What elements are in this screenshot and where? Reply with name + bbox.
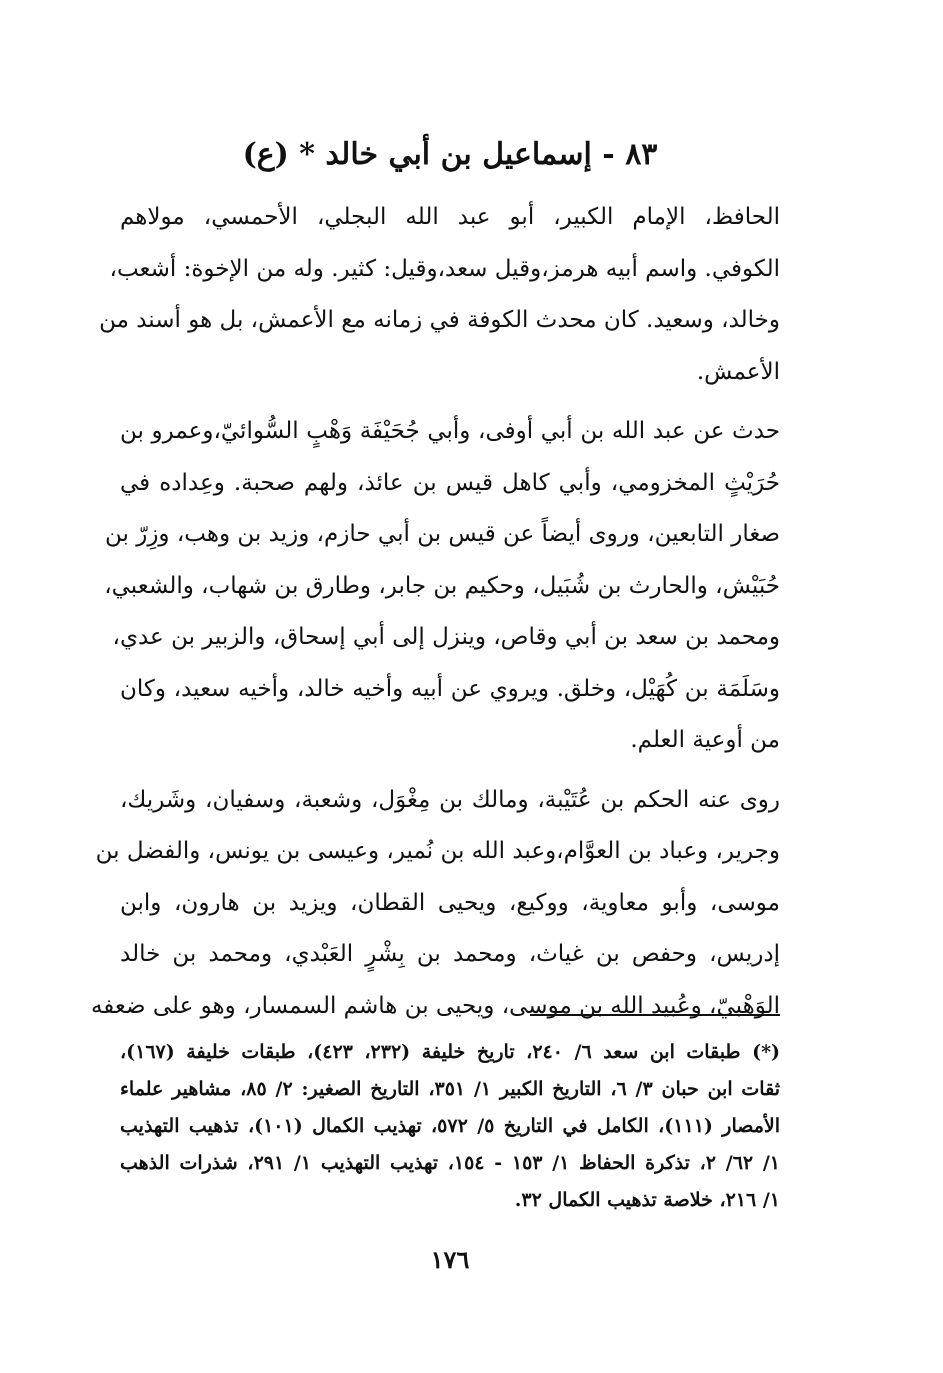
footnote-line: ثقات ابن حبان ٣/ ٦، التاريخ الكبير ١/ ٣٥١، التاريخ الصغير: ٢/ ٨٥، مشاهير علماء	[120, 1078, 780, 1100]
paragraph-line: حُبَيْش، والحارث بن شُبَيل، وحكيم بن جابر، وطارق بن شهاب، والشعبي،	[104, 572, 780, 599]
paragraph-line: حدث عن عبد الله بن أبي أوفى، وأبي جُحَيْفَة وَهْبٍ السُّوائيّ،وعمرو بن	[120, 418, 780, 444]
paragraph-line: وخالد، وسعيد. كان محدث الكوفة في زمانه مع الأعمش، بل هو أسند من	[99, 307, 780, 333]
footnote-line: ١/ ٢١٦، خلاصة تذهيب الكمال ٣٢.	[514, 1189, 780, 1211]
paragraph	[104, 406, 780, 767]
footnote-line: الأمصار (١١١)، الكامل في التاريخ ٥/ ٥٧٢، تهذيب الكمال (١٠١)، تذهيب التهذيب	[120, 1115, 781, 1137]
paragraph-line: الكوفي. واسم أبيه هرمز،وقيل سعد،وقيل: كثير. وله من الإخوة: أشعب،	[109, 255, 780, 282]
paragraph-line: حُرَيْثٍ المخزومي، وأبي كاهل قيس بن عائذ، ولهم صحبة. وعِداده في	[120, 469, 780, 496]
paragraph-line: الحافظ، الإمام الكبير، أبو عبد الله البجلي، الأحمسي، مولاهم	[120, 204, 780, 230]
paragraph-line: إدريس، وحفص بن غياث، ومحمد بن بِشْرٍ العَبْدي، ومحمد بن خالد	[120, 941, 780, 967]
paragraph-line: وسَلَمَة بن كُهَيْل، وخلق. ويروي عن أبيه وأخيه خالد، وأخيه سعيد، وكان	[120, 675, 780, 702]
paragraph-line: روى عنه الحكم بن عُتَيْبة، ومالك بن مِغْوَل، وشعبة، وسفيان، وشَريك،	[120, 786, 780, 813]
footnote	[120, 1034, 780, 1219]
paragraph-line: صغار التابعين، وروى أيضاً عن قيس بن أبي حازم، وزيد بن وهب، وزِرّ بن	[105, 521, 780, 547]
body-text	[90, 192, 780, 1032]
paragraph-line: وجرير، وعباد بن العوَّام،وعبد الله بن نُمير، وعيسى بن يونس، والفضل بن	[95, 838, 780, 864]
paragraph-line: من أوعية العلم.	[630, 727, 780, 753]
paragraph-line: ومحمد بن سعد بن أبي وقاص، وينزل إلى أبي إسحاق، والزبير بن عدي،	[112, 624, 780, 650]
footnote-divider	[530, 1014, 780, 1016]
biography-title: ٨٣ - إسماعيل بن أبي خالد * (ع)	[242, 137, 658, 172]
footnote-line: (*) طبقات ابن سعد ٦/ ٢٤٠، تاريخ خليفة (٢٣٢، ٤٢٣)، طبقات خليفة (١٦٧)،	[120, 1041, 781, 1063]
page-number: ١٧٦	[430, 1245, 470, 1274]
paragraph-line: موسى، وأبو معاوية، ووكيع، ويحيى القطان، ويزيد بن هارون، وابن	[120, 889, 780, 916]
page-content	[90, 130, 781, 1274]
paragraph	[90, 775, 780, 1033]
paragraph	[99, 192, 780, 398]
footnote-line: ١/ ٦٢/ ٢، تذكرة الحفاظ ١/ ١٥٣ - ١٥٤، تهذيب التهذيب ١/ ٢٩١، شذرات الذهب	[120, 1152, 781, 1174]
paragraph-line: الوَهْبيّ، وعُبيد الله بن موسى، ويحيى بن هاشم السمسار، وهو على ضعفه	[90, 992, 780, 1019]
paragraph-line: الأعمش.	[696, 358, 780, 385]
